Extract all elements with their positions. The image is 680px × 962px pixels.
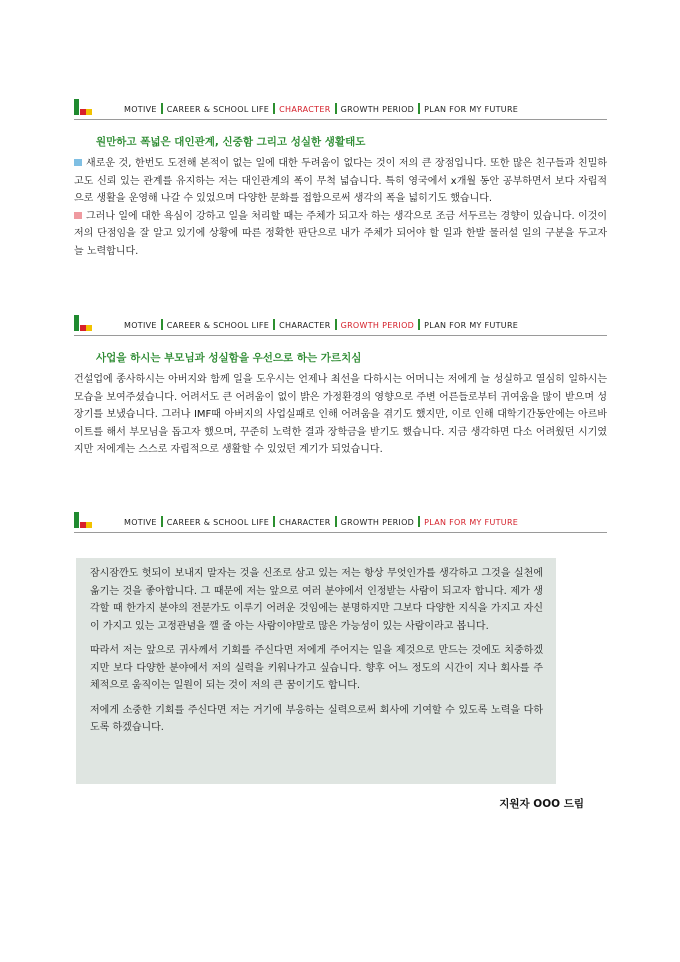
nav-growth: GROWTH PERIOD <box>340 518 415 527</box>
nav-career: CAREER & SCHOOL LIFE <box>166 321 270 330</box>
nav-motive: MOTIVE <box>124 321 157 330</box>
nav-career: CAREER & SCHOOL LIFE <box>166 518 270 527</box>
growth-paragraph: 건설업에 종사하시는 아버지와 함께 일을 도우시는 언제나 최선을 다하시는 어머니는 저에게 늘 성실하고 열심히 일하시는 모습을 보여주셨습니다. 어려서도 큰 어려움이 없이 밝은 가정환경의 영향으로 주변 어른들로부터 귀여움을 많이 받으며 성장기를 보냈습니다. 그러나 IMF때 아버지의 사업실패로 인해 어려움을 겪기도 했지만, 이로 인해 대학기간동안에는 아르바이트를 해서 부모님을 돕고자 했으며, 꾸준히 노력한 결과 장학금을 받기도 했습니다. 지금 생각하면 다소 어려웠던 시기였지만 저에게는 스스로 자립적으로 생활할 수 있었던 계기가 되었습니다. <box>74 374 607 455</box>
section-nav <box>74 510 607 533</box>
bullet-square-icon <box>74 159 82 166</box>
nav-motive: MOTIVE <box>124 105 157 114</box>
nav-future: PLAN FOR MY FUTURE <box>424 518 519 527</box>
nav-character: CHARACTER <box>279 518 331 527</box>
nav-character: CHARACTER <box>279 321 331 330</box>
character-heading: 원만하고 폭넓은 대인관계, 신중함 그리고 성실한 생활태도 <box>96 136 366 148</box>
nav-character: CHARACTER <box>279 105 331 114</box>
character-text-2: 그러나 일에 대한 욕심이 강하고 일을 처리할 때는 주체가 되고자 하는 생각으로 조금 서두르는 경향이 있습니다. 이것이 저의 단점임을 잘 알고 있기에 상황에 따른 정확한 판단으로 내가 주체가 되어야 할 일과 한발 물러설 일의 구분을 두고자 늘 노력합니다. <box>74 210 607 257</box>
nav-future: PLAN FOR MY FUTURE <box>424 105 519 114</box>
future-paragraph-2: 따라서 저는 앞으로 귀사께서 기회를 주신다면 저에게 주어지는 일을 제것으로 만드는 것에도 치중하겠지만 보다 다양한 분야에서 저의 실력을 키워나가고 싶습니다. 향후 어느 정도의 시간이 지나 회사를 주체적으로 움직이는 일원이 되는 것이 저의 큰 꿈이기도 합니다. <box>90 645 543 691</box>
nav-career: CAREER & SCHOOL LIFE <box>166 105 270 114</box>
future-plan-box <box>76 558 556 784</box>
nav-future: PLAN FOR MY FUTURE <box>424 321 519 330</box>
logo-icon <box>74 99 88 115</box>
future-section <box>74 510 607 533</box>
growth-heading: 사업을 하시는 부모님과 성실함을 우선으로 하는 가르치심 <box>96 352 362 364</box>
character-text-1: 새로운 것, 한번도 도전해 본적이 없는 일에 대한 두려움이 없다는 것이 저의 큰 장점입니다. 또한 많은 친구들과 친밀하고도 신뢰 있는 관계를 유지하는 저는 대인관계의 폭이 무척 넓습니다. 특히 영국에서 x개월 동안 공부하면서 보다 자립적으로 생활을 운영해 나갈 수 있었으며 다양한 문화를 접함으로써 생각의 폭을 넓히기도 했습니다. <box>74 158 607 204</box>
section-nav <box>74 97 607 120</box>
bullet-square-icon <box>74 212 82 219</box>
character-paragraph-2 <box>74 208 607 261</box>
character-section <box>74 97 607 260</box>
logo-icon <box>74 315 88 331</box>
signature: 지원자 OOO 드림 <box>499 798 584 810</box>
nav-motive: MOTIVE <box>124 518 157 527</box>
nav-growth: GROWTH PERIOD <box>340 321 415 330</box>
character-paragraph-1 <box>74 155 607 208</box>
growth-section <box>74 313 607 459</box>
future-paragraph-1: 잠시잠깐도 헛되이 보내지 말자는 것을 신조로 삼고 있는 저는 항상 무엇인가를 생각하고 그것을 실천에 옮기는 것을 좋아합니다. 그 때문에 저는 앞으로 여러 분야에서 인정받는 사람이 되고자 합니다. 제가 생각할 때 한가지 분야의 전문가도 이루기 어려운 것임에는 분명하지만 그보다 다양한 지식을 가지고 자신이 가지고 있는 고정관념을 깰 줄 아는 사람이야말로 많은 가능성이 있는 사람이라고 봅니다. <box>90 568 543 632</box>
section-nav <box>74 313 607 336</box>
nav-growth: GROWTH PERIOD <box>340 105 415 114</box>
future-paragraph-3: 저에게 소중한 기회를 주신다면 저는 거기에 부응하는 실력으로써 회사에 기여할 수 있도록 노력을 다하도록 하겠습니다. <box>90 704 543 733</box>
logo-icon <box>74 512 88 528</box>
